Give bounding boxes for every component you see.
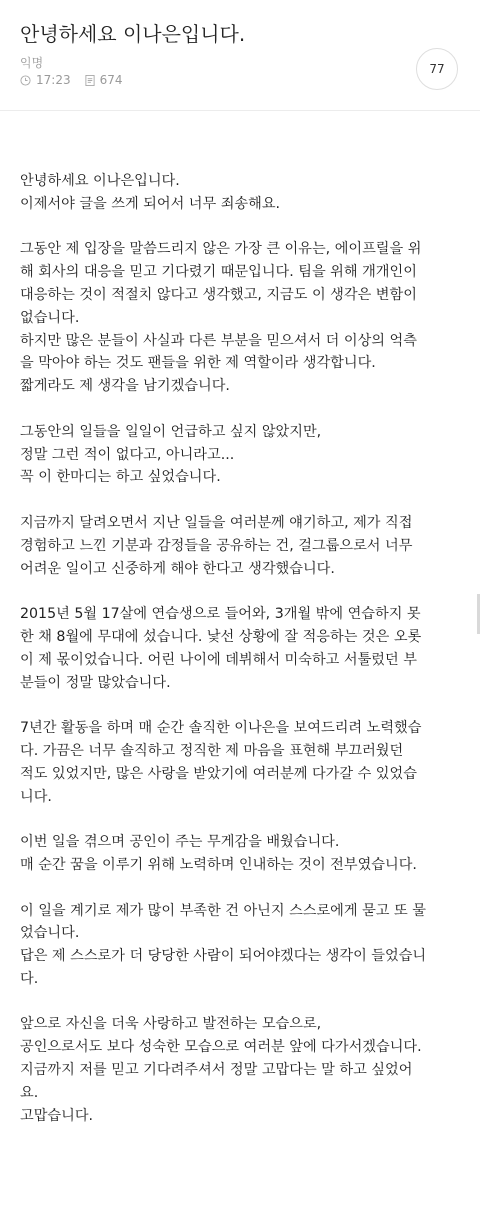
paragraph [20, 170, 462, 216]
paragraph [20, 238, 462, 398]
paragraph [20, 512, 462, 580]
clock-icon [20, 75, 31, 86]
text-line: 안녕하세요 이나은입니다. [20, 173, 180, 189]
text-line: 요. [20, 1084, 39, 1101]
document-icon [85, 75, 95, 86]
paragraph [20, 717, 462, 808]
text-line: 정말 그런 적이 없다고, 아니라고... [20, 446, 235, 463]
text-line: 니다. [20, 788, 52, 805]
paragraph [20, 421, 462, 489]
text-line: 답은 제 스스로가 더 당당한 사람이 되어야겠다는 생각이 들었습니 [20, 948, 427, 965]
text-line: 짧게라도 제 생각을 남기겠습니다. [20, 378, 230, 395]
paragraph [20, 1013, 462, 1127]
text-line: 지금까지 달려오면서 지난 일들을 여러분께 얘기하고, 제가 직접 [20, 514, 413, 531]
text-line: 매 순간 꿈을 이루기 위해 노력하며 인내하는 것이 전부였습니다. [20, 856, 417, 873]
text-line: 앞으로 자신을 더욱 사랑하고 발전하는 모습으로, [20, 1016, 322, 1033]
text-line: 공인으로서도 보다 성숙한 모습으로 여러분 앞에 다가서겠습니다. [20, 1039, 422, 1056]
text-line: 해 회사의 대응을 믿고 기다렸기 때문입니다. 팀을 위해 개개인이 [20, 264, 417, 281]
post-body [20, 170, 462, 1150]
text-line: 분들이 정말 많았습니다. [20, 674, 171, 691]
text-line: 이번 일을 겪으며 공인이 주는 무게감을 배웠습니다. [20, 834, 340, 851]
text-line: 그동안 제 입장을 말씀드리지 않은 가장 큰 이유는, 에이프릴을 위 [20, 241, 422, 258]
post-author: 익명 [20, 56, 44, 70]
text-line: 이제서야 글을 쓰게 되어서 너무 죄송해요. [20, 195, 281, 212]
text-line: 적도 있었지만, 많은 사랑을 받았기에 여러분께 다가갈 수 있었습 [20, 765, 417, 782]
text-line: 다. [20, 970, 39, 987]
text-line: 을 막아야 하는 것도 팬들을 위한 제 역할이라 생각합니다. [20, 355, 376, 372]
paragraph [20, 831, 462, 877]
text-line: 대응하는 것이 적절치 않다고 생각했고, 지금도 이 생각은 변함이 [20, 286, 417, 303]
text-line: 고맙습니다. [20, 1107, 94, 1124]
text-line: 없습니다. [20, 309, 80, 326]
comment-count: 77 [429, 62, 445, 76]
text-line: 다. 가끔은 너무 솔직하고 정직한 제 마음을 표현해 부끄러웠던 [20, 742, 404, 759]
comment-count-button[interactable] [416, 48, 458, 90]
text-line: 꼭 이 한마디는 하고 싶었습니다. [20, 469, 221, 486]
text-line: 이 일을 계기로 제가 많이 부족한 건 아닌지 스스로에게 묻고 또 물 [20, 902, 426, 919]
text-line: 이 제 몫이었습니다. 어린 나이에 데뷔해서 미숙하고 서툴렀던 부 [20, 651, 417, 668]
paragraph [20, 603, 462, 694]
text-line: 그동안의 일들을 일일이 언급하고 싶지 않았지만, [20, 423, 322, 440]
text-line: 7년간 활동을 하며 매 순간 솔직한 이나은을 보여드리려 노력했습 [20, 720, 422, 737]
post-time: 17:23 [36, 73, 71, 87]
text-line: 어려운 일이고 신중하게 해야 한다고 생각했습니다. [20, 560, 335, 577]
post-header [0, 0, 480, 111]
text-line: 하지만 많은 분들이 사실과 다른 부분을 믿으셔서 더 이상의 억측 [20, 332, 417, 349]
view-count: 674 [99, 73, 123, 87]
post-meta [20, 73, 123, 87]
text-line: 경험하고 느낀 기분과 감정들을 공유하는 건, 걸그룹으로서 너무 [20, 537, 413, 554]
text-line: 한 채 8월에 무대에 섰습니다. 낯선 상황에 잘 적응하는 것은 오롯 [20, 628, 422, 645]
text-line: 지금까지 저를 믿고 기다려주셔서 정말 고맙다는 말 하고 싶었어 [20, 1062, 413, 1079]
text-line: 2015년 5월 17살에 연습생으로 들어와, 3개월 밖에 연습하지 못 [20, 606, 421, 623]
text-line: 었습니다. [20, 925, 80, 942]
post-title: 안녕하세요 이나은입니다. [20, 22, 246, 46]
paragraph [20, 900, 462, 991]
